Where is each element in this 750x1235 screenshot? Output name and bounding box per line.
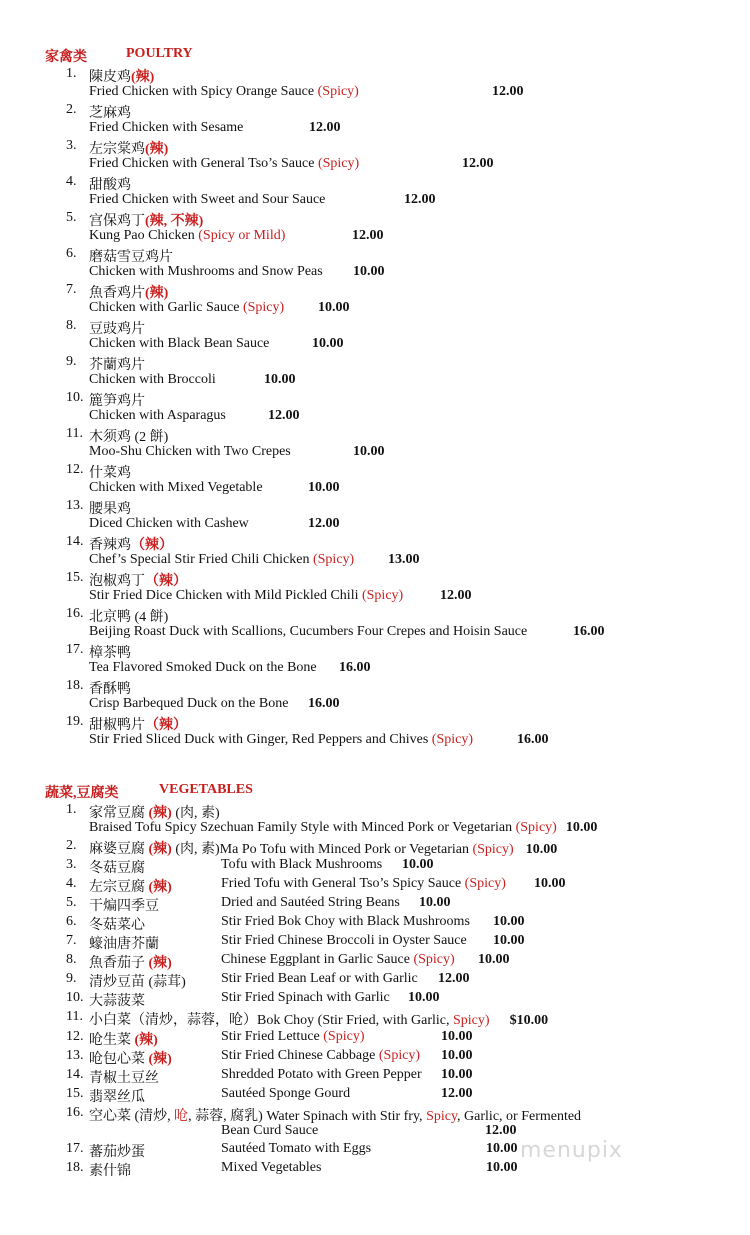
item-cn-name: 麻婆豆腐 (89, 842, 145, 857)
item-number: 7. (66, 282, 77, 297)
item-number: 10. (66, 390, 84, 405)
item-price: 10.00 (353, 444, 385, 459)
item-en-name: Stir Fried Chinese Broccoli in Oyster Sauce (221, 933, 467, 948)
item-price: 16.00 (308, 696, 340, 711)
item-number: 8. (66, 952, 77, 967)
item-price: 12.00 (485, 1123, 517, 1138)
item-en-name: Fried Chicken with Sweet and Sour Sauce (89, 192, 326, 207)
item-number: 18. (66, 1160, 84, 1175)
spicy-tag: 呛 (174, 1109, 189, 1124)
item-en-name: Moo-Shu Chicken with Two Crepes (89, 444, 291, 459)
item-price: 16.00 (517, 732, 549, 747)
item-number: 13. (66, 1048, 84, 1063)
item-cn-name: 木须鸡 (2 餅) (89, 430, 169, 445)
item-price: 12.00 (462, 156, 494, 171)
item-number: 11. (66, 1009, 83, 1024)
item-cn-name: 大蒜菠菜 (89, 994, 145, 1009)
spicy-tag: (辣) (145, 142, 169, 157)
item-en-name: Stir Fried Spinach with Garlic (221, 990, 390, 1005)
item-cn-name: 左宗豆腐 (89, 880, 145, 895)
item-price: 10.00 (419, 895, 451, 910)
item-cn-name: 小白菜（清炒，蒜蓉， (89, 1013, 229, 1028)
item-number: 3. (66, 138, 77, 153)
item-cn-name: 香酥鸭 (89, 682, 131, 697)
item-price: 10.00 (408, 990, 440, 1005)
item-price: 10.00 (312, 336, 344, 351)
item-price: 12.00 (441, 1086, 473, 1101)
item-en-name: Chicken with Mixed Vegetable (89, 480, 263, 495)
item-number: 13. (66, 498, 84, 513)
spicy-tag: (辣) (131, 70, 155, 85)
item-number: 3. (66, 857, 77, 872)
item-en-name: Fried Chicken with General Tso’s Sauce (89, 156, 315, 171)
item-cn-name: 腰果鸡 (89, 502, 131, 517)
item-price: 10.00 (493, 933, 525, 948)
item-price: 10.00 (486, 1160, 518, 1175)
spicy-label: (Spicy) (312, 552, 355, 567)
poultry-cn-title: 家禽类 (45, 50, 87, 65)
item-cn-name: 豆豉鸡片 (89, 322, 145, 337)
spicy-label: (Spicy) (472, 842, 514, 857)
item-en-name: Chicken with Black Bean Sauce (89, 336, 270, 351)
item-cn-name: 芥蘭鸡片 (89, 358, 145, 373)
spicy-label: (Spicy) (464, 876, 506, 891)
vegetables-cn-title: 蔬菜,豆腐类 (45, 786, 119, 801)
item-number: 6. (66, 914, 77, 929)
item-en-name: Fried Chicken with Sesame (89, 120, 244, 135)
item-cn-name: 素什锦 (89, 1164, 131, 1179)
item-number: 15. (66, 1086, 84, 1101)
spicy-tag: (辣) (148, 842, 172, 857)
menupix-watermark: menupix (520, 1138, 623, 1163)
item-number: 17. (66, 642, 84, 657)
item-en-name: Beijing Roast Duck with Scallions, Cucumbers Four Crepes and Hoisin Sauce (89, 624, 528, 639)
item-price: 12.00 (268, 408, 300, 423)
item-cn-name: 翡翠丝瓜 (89, 1090, 145, 1105)
spicy-label: Spicy) (453, 1013, 490, 1028)
item-number: 17. (66, 1141, 84, 1156)
item-price: 10.00 (318, 300, 350, 315)
item-price: 10.00 (525, 842, 558, 857)
item-price: 12.00 (492, 84, 524, 99)
item-cn-name: 芝麻鸡 (89, 106, 131, 121)
spicy-label: (Spicy or Mild) (198, 228, 286, 243)
item-number: 1. (66, 802, 77, 817)
item-price: 10.00 (441, 1048, 473, 1063)
spicy-tag: (辣) (145, 286, 169, 301)
spicy-label: (Spicy) (413, 952, 455, 967)
item-price: 12.00 (438, 971, 470, 986)
item-en-name: Ma Po Tofu with Minced Pork or Vegetarian (219, 842, 469, 857)
item-cn-name: 泡椒鸡丁 (89, 574, 145, 589)
vegetables-en-title: VEGETABLES (159, 782, 253, 797)
item-cn-name: 空心菜 (清炒, (89, 1109, 171, 1124)
item-number: 14. (66, 1067, 84, 1082)
item-number: 5. (66, 895, 77, 910)
item-en-name: Diced Chicken with Cashew (89, 516, 249, 531)
spicy-tag: (辣) (148, 880, 172, 895)
item-cn-name: 魚香鸡片 (89, 286, 145, 301)
item-number: 12. (66, 462, 84, 477)
spicy-tag: (辣) (134, 1033, 158, 1048)
spicy-tag: (辣) (148, 1052, 172, 1067)
spicy-tag: (辣) (148, 806, 172, 821)
item-en-name: Fried Tofu with General Tso’s Spicy Sauce (221, 876, 462, 891)
item-price: 10.00 (486, 1141, 518, 1156)
item-en-name: Fried Chicken with Spicy Orange Sauce (89, 84, 315, 99)
item-cn-name: 磨菇雪豆鸡片 (89, 250, 173, 265)
item-price: 10.00 (478, 952, 510, 967)
spicy-label: (Spicy) (317, 84, 359, 99)
item-number: 10. (66, 990, 84, 1005)
item-cn-name: 左宗棠鸡 (89, 142, 145, 157)
vegetables-section-header (45, 782, 253, 802)
item-price: 13.00 (388, 552, 420, 567)
spicy-label: (Spicy) (323, 1029, 365, 1044)
item-en-name-cont: Bean Curd Sauce (221, 1123, 319, 1138)
item-price: 16.00 (573, 624, 605, 639)
item-number: 1. (66, 66, 77, 81)
spicy-label: (Spicy) (317, 156, 360, 171)
item-cn-name: 冬菇菜心 (89, 918, 145, 933)
item-en-name: Stir Fried Chinese Cabbage (221, 1048, 376, 1063)
item-en-name: Chinese Eggplant in Garlic Sauce (221, 952, 410, 967)
item-en-name: Sautéed Tomato with Eggs (221, 1141, 372, 1156)
item-en-name: Stir Fried Dice Chicken with Mild Pickled Chili (89, 588, 359, 603)
item-number: 12. (66, 1029, 84, 1044)
item-cn-name: 蠔油唐芥蘭 (89, 937, 159, 952)
spicy-tag: （辣） (145, 574, 187, 589)
spicy-tag: （辣） (145, 718, 187, 733)
item-en-name: Crisp Barbequed Duck on the Bone (89, 696, 289, 711)
item-price: 12.00 (309, 120, 341, 135)
item-cn-name: 甜酸鸡 (89, 178, 131, 193)
item-number: 16. (66, 606, 84, 621)
item-en-name: Tofu with Black Mushrooms (221, 857, 383, 872)
item-price: 12.00 (440, 588, 472, 603)
item-price: 10.00 (493, 914, 525, 929)
item-en-name: Shredded Potato with Green Pepper (221, 1067, 422, 1082)
item-number: 9. (66, 354, 77, 369)
item-en-name: Water Spinach with Stir fry, (266, 1109, 423, 1124)
item-cn-name: 家常豆腐 (89, 806, 145, 821)
item-cn-name: 陳皮鸡 (89, 70, 131, 85)
item-price: 10.00 (402, 857, 434, 872)
item-en-name: Bok Choy (Stir Fried, with Garlic, (257, 1013, 450, 1028)
item-cn-name: 蕃茄炒蛋 (89, 1145, 145, 1160)
item-en-name: Chicken with Garlic Sauce (89, 300, 240, 315)
item-price: 10.00 (308, 480, 340, 495)
item-number: 16. (66, 1105, 84, 1120)
item-en-name: Chef’s Special Stir Fried Chili Chicken (89, 552, 310, 567)
item-number: 14. (66, 534, 84, 549)
item-en-name-cont: , Garlic, or Fermented (457, 1109, 582, 1124)
item-number: 6. (66, 246, 77, 261)
item-cn-extra: (肉, 素) (175, 842, 220, 857)
item-number: 7. (66, 933, 77, 948)
item-cn-name: 樟茶鸭 (89, 646, 131, 661)
item-price: 10.00 (565, 820, 598, 835)
item-number: 4. (66, 876, 77, 891)
spicy-tag: (辣, 不辣) (145, 214, 204, 229)
item-cn-extra: , 蒜蓉, 腐乳) (188, 1109, 263, 1124)
item-cn-name: 呛包心菜 (89, 1052, 145, 1067)
item-number: 15. (66, 570, 84, 585)
item-number: 8. (66, 318, 77, 333)
item-cn-name: 香辣鸡 (89, 538, 131, 553)
item-number: 18. (66, 678, 84, 693)
spicy-label: (Spicy) (378, 1048, 421, 1063)
item-price: 10.00 (441, 1067, 473, 1082)
item-en-name: Sautéed Sponge Gourd (221, 1086, 351, 1101)
item-cn-name: 宫保鸡丁 (89, 214, 145, 229)
item-cn-extra: (肉, 素) (175, 806, 220, 821)
item-number: 11. (66, 426, 83, 441)
item-en-name: Kung Pao Chicken (89, 228, 195, 243)
spicy-label: (Spicy) (515, 820, 557, 835)
poultry-en-title: POULTRY (126, 46, 193, 61)
spicy-label: (Spicy) (361, 588, 404, 603)
item-price: 10.00 (441, 1029, 473, 1044)
spicy-label: (Spicy) (242, 300, 285, 315)
item-number: 19. (66, 714, 84, 729)
item-number: 9. (66, 971, 77, 986)
item-cn-name: 清炒豆苗 (蒜茸) (89, 975, 186, 990)
item-price: 10.00 (534, 876, 566, 891)
item-price: 12.00 (404, 192, 436, 207)
item-number: 5. (66, 210, 77, 225)
item-en-name: Braised Tofu Spicy Szechuan Family Style with Minced Pork or Vegetarian (89, 820, 513, 835)
item-en-name: Stir Fried Bean Leaf or with Garlic (221, 971, 418, 986)
item-price: 16.00 (339, 660, 371, 675)
item-cn-name: 干煸四季豆 (89, 899, 159, 914)
spicy-tag: （辣） (131, 538, 173, 553)
item-cn-name: 北京鸭 (4 餅) (89, 610, 169, 625)
item-en-name: Chicken with Mushrooms and Snow Peas (89, 264, 323, 279)
item-en-name: Tea Flavored Smoked Duck on the Bone (89, 660, 317, 675)
spicy-label: Spicy (426, 1109, 458, 1124)
item-price: 12.00 (352, 228, 384, 243)
item-en-name: Dried and Sautéed String Beans (221, 895, 400, 910)
item-cn-name: 什菜鸡 (89, 466, 131, 481)
item-number: 4. (66, 174, 77, 189)
item-en-name: Stir Fried Bok Choy with Black Mushrooms (221, 914, 470, 929)
spicy-tag: (辣) (148, 956, 172, 971)
item-en-name: Mixed Vegetables (221, 1160, 322, 1175)
item-price: $10.00 (509, 1013, 549, 1028)
item-price: 10.00 (264, 372, 296, 387)
item-cn-name: 魚香茄子 (89, 956, 145, 971)
item-price: 10.00 (353, 264, 385, 279)
item-cn-name: 甜椒鸭片 (89, 718, 145, 733)
item-cn-extra: 呛） (229, 1013, 257, 1028)
poultry-section-header (45, 46, 193, 66)
item-price: 12.00 (308, 516, 340, 531)
item-number: 2. (66, 838, 77, 853)
item-number: 2. (66, 102, 77, 117)
spicy-label: (Spicy) (431, 732, 473, 747)
item-en-name: Chicken with Broccoli (89, 372, 216, 387)
item-cn-name: 簏笋鸡片 (89, 394, 145, 409)
item-en-name: Stir Fried Lettuce (221, 1029, 320, 1044)
item-cn-name: 呛生菜 (89, 1033, 131, 1048)
item-en-name: Chicken with Asparagus (89, 408, 226, 423)
item-en-name: Stir Fried Sliced Duck with Ginger, Red Peppers and Chives (89, 732, 429, 747)
item-cn-name: 青椒土豆丝 (89, 1071, 159, 1086)
item-cn-name: 冬菇豆腐 (89, 861, 145, 876)
